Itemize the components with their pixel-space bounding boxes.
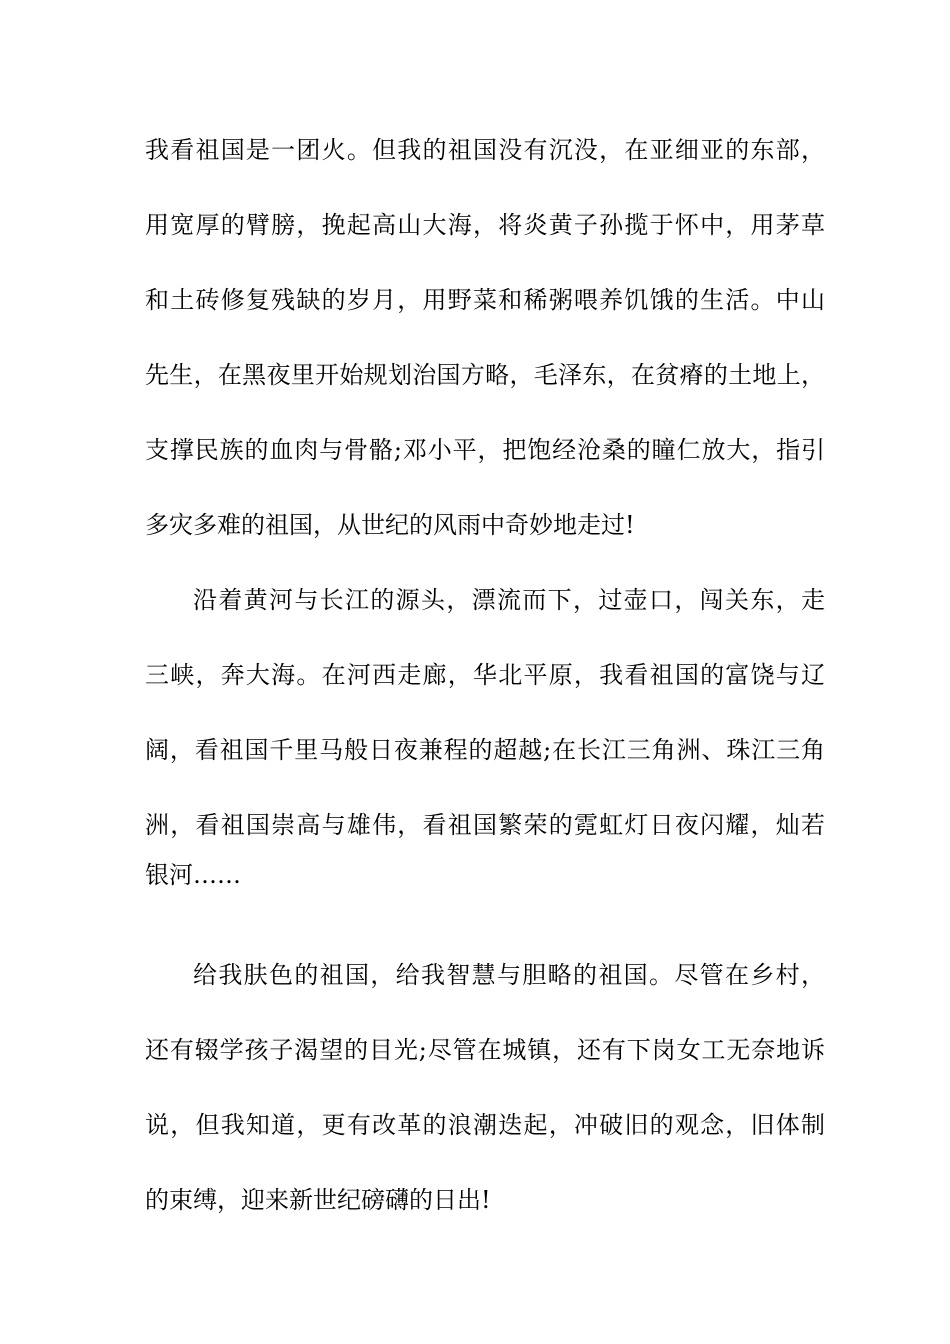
text-line: 多灾多难的祖国，从世纪的风雨中奇妙地走过!: [145, 511, 635, 539]
text-line: 用宽厚的臂膀，挽起高山大海，将炎黄子孙揽于怀中，用茅草: [145, 211, 825, 239]
text-line: 银河……: [145, 861, 241, 889]
text-line: 阔，看祖国千里马般日夜兼程的超越;在长江三角洲、珠江三角: [145, 736, 825, 764]
text-line: 给我肤色的祖国，给我智慧与胆略的祖国。尽管在乡村，: [193, 961, 825, 989]
text-line: 还有辍学孩子渴望的目光;尽管在城镇，还有下岗女工无奈地诉: [145, 1036, 825, 1064]
text-line: 先生，在黑夜里开始规划治国方略，毛泽东，在贫瘠的土地上，: [145, 361, 825, 389]
text-line: 的束缚，迎来新世纪磅礴的日出!: [145, 1186, 491, 1214]
text-line: 和土砖修复残缺的岁月，用野菜和稀粥喂养饥饿的生活。中山: [145, 286, 825, 314]
text-line: 沿着黄河与长江的源头，漂流而下，过壶口，闯关东，走: [193, 586, 825, 614]
text-line: 三峡，奔大海。在河西走廊，华北平原，我看祖国的富饶与辽: [145, 661, 825, 689]
text-line: 说，但我知道，更有改革的浪潮迭起，冲破旧的观念，旧体制: [145, 1111, 825, 1139]
text-line: 我看祖国是一团火。但我的祖国没有沉没，在亚细亚的东部，: [145, 136, 825, 164]
text-line: 支撑民族的血肉与骨骼;邓小平，把饱经沧桑的瞳仁放大，指引: [145, 436, 825, 464]
text-line: 洲，看祖国崇高与雄伟，看祖国繁荣的霓虹灯日夜闪耀，灿若: [145, 811, 825, 839]
